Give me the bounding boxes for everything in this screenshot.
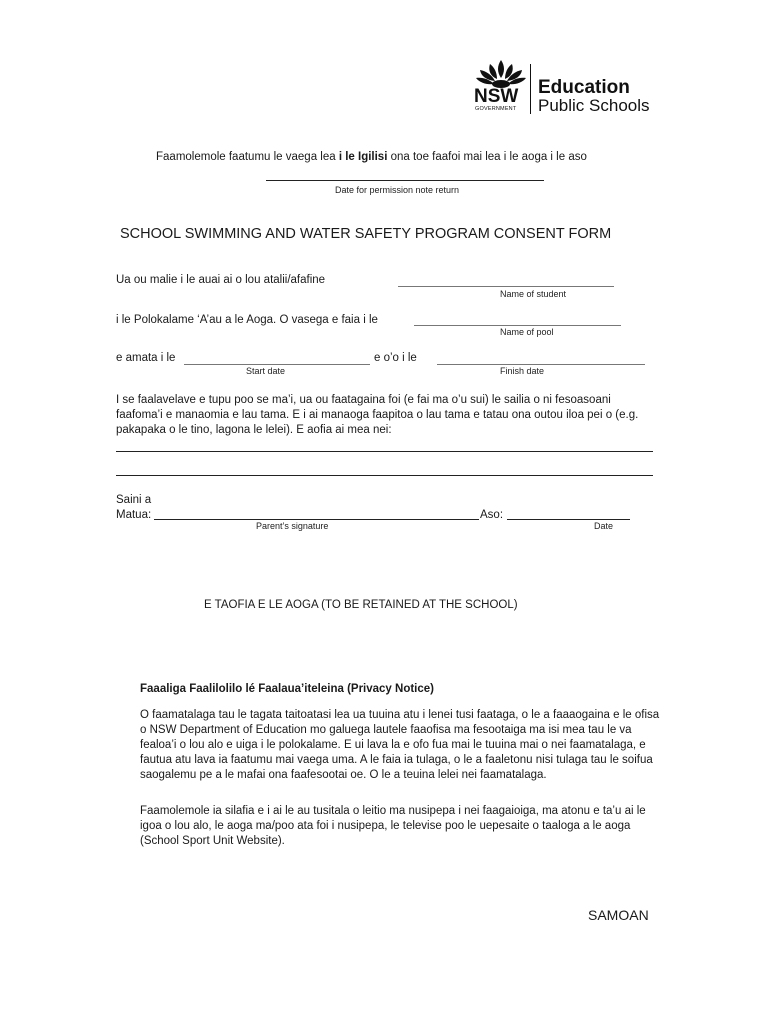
finish-caption: Finish date — [500, 366, 545, 376]
logo-public-schools: Public Schools — [538, 96, 650, 115]
intro-suffix: ona toe faafoi mai lea i le aoga i le aso — [387, 151, 587, 163]
signature-date-caption: Date — [594, 521, 614, 531]
signature-date-label: Aso: — [480, 509, 504, 521]
finish-label: e o’o i le — [374, 352, 417, 364]
privacy-paragraph-2: Faamolemole ia silafia e i ai le au tusitala o leitio ma nusipepa i nei faagaioiga, ma atonu e ta’u ai le igoa o lou alo, le aoga ma/poo ata foi i nusipepa, le televise poo le uepesaite o taaloga a le aoga (School Sport Unit Website). — [140, 805, 646, 847]
parent-signature-line[interactable] — [154, 519, 479, 520]
signature-date-line[interactable] — [507, 519, 630, 520]
logo-divider — [530, 64, 531, 114]
privacy-paragraph-1: O faamatalaga tau le tagata taitoatasi lea ua tuuina atu i lenei tusi faataga, o le a faaaogaina e le ofisa o NSW Department of Education mo galuega lautele faaofisa ma fesootaiga ma isi mea tau le va fealoa’i o lou alo e uiga i le polokalame. E ui lava la e ofo fua mai le tuuina mai o nei faamatalaga, e fautua atu lava ia faatumu mai vaega uma. A le faia ia tulaga, o le a faaletonu nisi tulaga tau le soifua saogalemu pe a le mafai ona faafesootai oe. O le a teuina lelei nei faamatalaga. — [140, 709, 660, 781]
pool-name-line[interactable] — [414, 325, 621, 326]
government-wordmark: GOVERNMENT — [475, 106, 517, 112]
form-title: SCHOOL SWIMMING AND WATER SAFETY PROGRAM CONSENT FORM — [120, 226, 612, 242]
student-label: Ua ou malie i le auai ai o lou atalii/afafine — [116, 274, 326, 286]
student-name-line[interactable] — [398, 286, 614, 287]
health-answer-line-2[interactable] — [116, 475, 653, 476]
language-label: SAMOAN — [588, 907, 649, 923]
start-label: e amata i le — [116, 352, 176, 364]
pool-caption: Name of pool — [500, 327, 554, 337]
start-caption: Start date — [246, 366, 286, 376]
signature-label-2: Matua: — [116, 509, 152, 521]
privacy-heading: Faaaliga Faalilolilo lé Faalaua’iteleina (Privacy Notice) — [140, 683, 435, 695]
signature-caption: Parent’s signature — [256, 521, 329, 531]
health-answer-line-1[interactable] — [116, 451, 653, 452]
logo-education: Education — [538, 77, 630, 98]
finish-date-line[interactable] — [437, 364, 645, 365]
nsw-wordmark: NSW — [474, 86, 519, 107]
student-caption: Name of student — [500, 289, 567, 299]
start-date-line[interactable] — [184, 364, 370, 365]
return-date-caption: Date for permission note return — [335, 185, 460, 195]
intro-bold: i le Igilisi — [338, 151, 388, 163]
intro-prefix: Faamolemole faatumu le vaega lea — [156, 151, 339, 163]
retained-notice: E TAOFIA E LE AOGA (TO BE RETAINED AT THE SCHOOL) — [204, 599, 518, 611]
signature-label-1: Saini a — [116, 494, 152, 506]
return-date-line[interactable] — [266, 180, 544, 181]
health-paragraph: I se faalavelave e tupu poo se ma’i, ua ou faatagaina foi (e fai ma o’u sui) le sailia o ni fesoasoani faafoma’i e manaomia e lau tama. E i ai manaoga faapitoa o lau tama e tatau ona outou iloa pei o (e.g. pakapaka o le tino, lagona le lelei). E aofia ai mea nei: — [116, 394, 639, 436]
intro-instruction — [156, 151, 587, 163]
pool-label: i le Polokalame ‘A’au a le Aoga. O vasega e faia i le — [116, 314, 378, 326]
